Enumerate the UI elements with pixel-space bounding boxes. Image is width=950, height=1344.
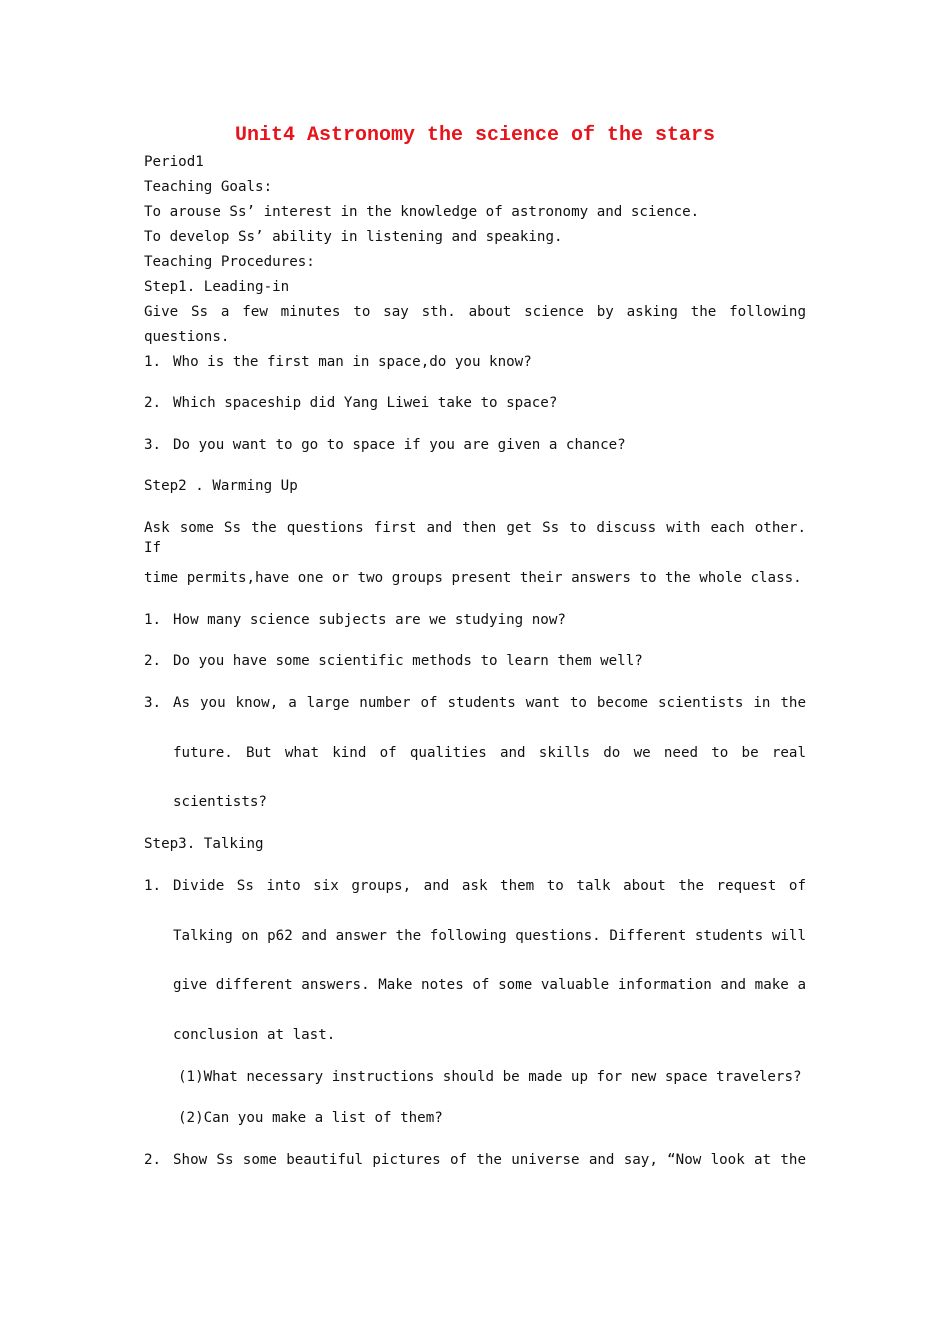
step2-intro-line: time permits,have one or two groups present their answers to the whole class. xyxy=(144,570,802,586)
list-item: Who is the first man in space,do you know? xyxy=(173,354,532,370)
list-item: Do you want to go to space if you are given a chance? xyxy=(173,437,626,453)
step1-intro-line: questions. xyxy=(144,329,230,345)
list-number: 2. xyxy=(144,395,162,411)
list-number: 2. xyxy=(144,653,162,669)
list-item-line: Talking on p62 and answer the following questions. Different students will xyxy=(173,928,806,944)
list-item-line: conclusion at last. xyxy=(173,1027,336,1043)
step2-heading: Step2 . Warming Up xyxy=(144,478,298,494)
list-item-line: scientists? xyxy=(173,794,267,810)
list-item-line: As you know, a large number of students want to become scientists in the xyxy=(173,695,806,711)
list-number: 1. xyxy=(144,612,162,628)
list-number: 1. xyxy=(144,354,162,370)
step2-intro-line: Ask some Ss the questions first and then get Ss to discuss with each other. If xyxy=(144,520,806,556)
list-item-line: Divide Ss into six groups, and ask them to talk about the request of xyxy=(173,878,806,894)
list-item: How many science subjects are we studying now? xyxy=(173,612,566,628)
list-item-line: Show Ss some beautiful pictures of the universe and say, “Now look at the xyxy=(173,1152,806,1168)
step1-heading: Step1. Leading-in xyxy=(144,279,290,295)
goal-line: To arouse Ss’ interest in the knowledge of astronomy and science. xyxy=(144,204,700,220)
sub-question: (2)Can you make a list of them? xyxy=(178,1110,443,1126)
list-item: Which spaceship did Yang Liwei take to space? xyxy=(173,395,558,411)
step3-heading: Step3. Talking xyxy=(144,836,264,852)
period-label: Period1 xyxy=(144,154,204,170)
list-number: 1. xyxy=(144,878,162,894)
step1-intro-line: Give Ss a few minutes to say sth. about science by asking the following xyxy=(144,304,806,320)
list-item-line: future. But what kind of qualities and skills do we need to be real xyxy=(173,745,806,761)
list-item: Do you have some scientific methods to learn them well? xyxy=(173,653,643,669)
list-number: 2. xyxy=(144,1152,162,1168)
goal-line: To develop Ss’ ability in listening and speaking. xyxy=(144,229,563,245)
sub-question: (1)What necessary instructions should be made up for new space travelers? xyxy=(178,1069,802,1085)
document-title: Unit4 Astronomy the science of the stars xyxy=(234,124,716,147)
procedures-heading: Teaching Procedures: xyxy=(144,254,315,270)
list-number: 3. xyxy=(144,695,162,711)
list-item-line: give different answers. Make notes of some valuable information and make a xyxy=(173,977,806,993)
list-number: 3. xyxy=(144,437,162,453)
goals-heading: Teaching Goals: xyxy=(144,179,273,195)
